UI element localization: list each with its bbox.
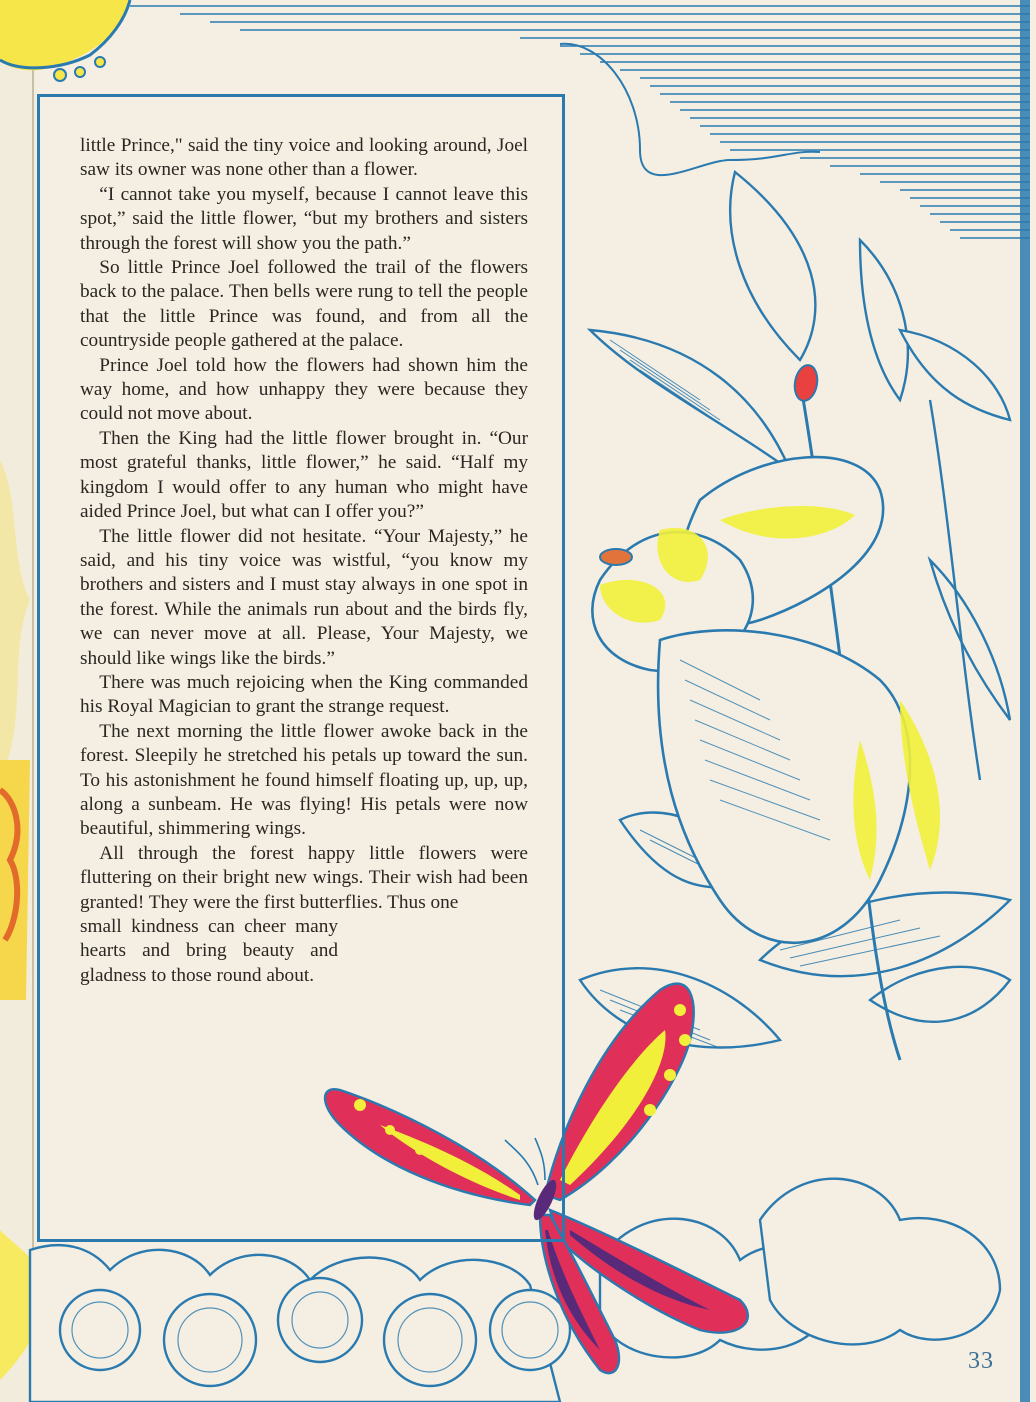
sun-icon [0,0,130,81]
story-paragraph: The little flower did not hesitate. “Your Majesty,” he said, and his tiny voice was wistful, “you know my brothers and sisters and I must stay always in one spot in the forest. While the animals run about and the birds fly, we can never move at all. Please, Your Majesty, we should like wings like the birds.” [80,525,528,669]
story-paragraph: “I cannot take you myself, because I cannot leave this spot,” said the little flower, “but my brothers and sisters through the forest will show you the path.” [80,183,528,254]
page-number: 33 [968,1348,994,1374]
story-paragraph: Then the King had the little flower brought in. “Our most grateful thanks, little flower,” he said. “Half my kingdom I would offer to any human who might have aided Prince Joel, but what can I offer you?” [80,427,528,523]
story-paragraph: All through the forest happy little flowers were fluttering on their bright new wings. Their wish had been granted! They were the first butterflies. Thus one [80,842,528,913]
story-paragraph: Prince Joel told how the flowers had shown him the way home, and how unhappy they were because they could not move about. [80,354,528,425]
story-paragraph: So little Prince Joel followed the trail of the flowers back to the palace. Then bells were rung to tell the people that the little Prince was found, and from all the countryside people gathered at the palace. [80,257,528,352]
story-text [80,134,528,988]
story-ending: small kindness can cheer many hearts and bring beauty and gladness to those round about. [80,916,338,986]
story-paragraph: little Prince," said the tiny voice and looking around, Joel saw its owner was none other than a flower. [80,135,528,181]
story-paragraph: There was much rejoicing when the King commanded his Royal Magician to grant the strange request. [80,671,528,718]
story-paragraph: The next morning the little flower awoke back in the forest. Sleepily he stretched his petals up toward the sun. To his astonishment he found himself floating up, up, up, along a sunbeam. He was flying! His petals were now beautiful, shimmering wings. [80,720,528,840]
